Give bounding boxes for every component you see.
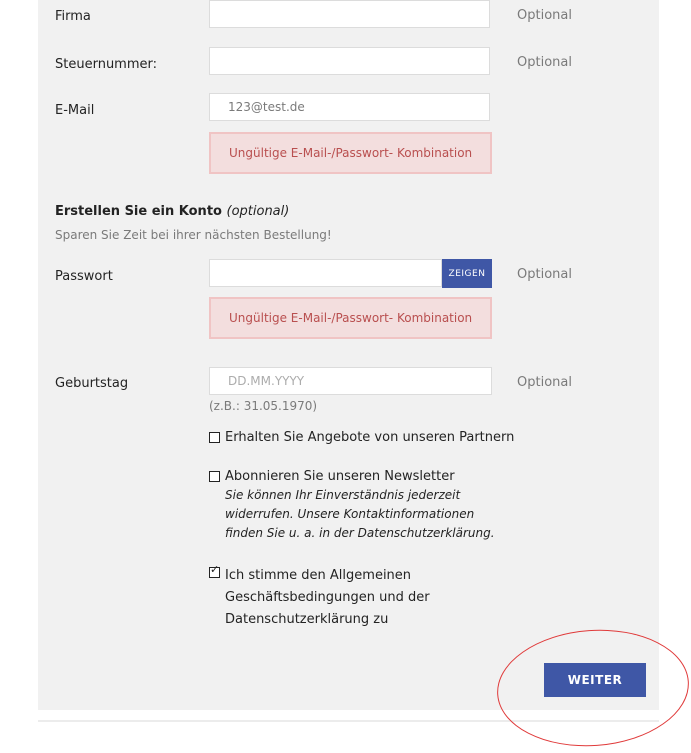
company-optional-hint: Optional <box>517 8 572 23</box>
terms-label-line: Geschäftsbedingungen und der <box>225 590 430 605</box>
password-label: Passwort <box>55 269 113 284</box>
birthday-label: Geburtstag <box>55 376 129 391</box>
tax-number-optional-hint: Optional <box>517 55 572 70</box>
show-password-button[interactable]: ZEIGEN <box>442 259 492 288</box>
continue-button[interactable]: WEITER <box>544 663 646 697</box>
tax-number-input[interactable] <box>209 47 490 75</box>
partner-offers-checkbox[interactable] <box>209 432 220 443</box>
terms-label <box>225 565 430 631</box>
newsletter-checkbox[interactable] <box>209 471 220 482</box>
terms-label-line: Datenschutzerklärung zu <box>225 612 389 627</box>
newsletter-label: Abonnieren Sie unseren Newsletter <box>225 469 455 484</box>
account-section-subtitle: Sparen Sie Zeit bei ihrer nächsten Bestellung! <box>55 228 332 242</box>
partner-offers-label: Erhalten Sie Angebote von unseren Partnern <box>225 430 515 445</box>
terms-checkbox[interactable] <box>209 563 220 578</box>
newsletter-note-line: finden Sie u. a. in der Datenschutzerklärung. <box>225 526 495 540</box>
checkmark-icon: ✓ <box>210 563 220 576</box>
birthday-optional-hint: Optional <box>517 375 572 390</box>
account-title-optional: (optional) <box>226 204 290 219</box>
company-input[interactable] <box>209 0 490 28</box>
password-error-alert: Ungültige E-Mail-/Passwort- Kombination <box>209 297 492 339</box>
newsletter-note-line: Sie können Ihr Einverständnis jederzeit <box>225 488 461 502</box>
password-input[interactable] <box>209 259 442 287</box>
newsletter-note <box>225 486 495 543</box>
company-label: Firma <box>55 9 91 24</box>
email-field[interactable] <box>209 93 490 121</box>
account-title-text: Erstellen Sie ein Konto <box>55 204 222 219</box>
terms-label-line: Ich stimme den Allgemeinen <box>225 568 412 583</box>
account-section-title <box>55 204 289 219</box>
birthday-input[interactable] <box>209 367 492 395</box>
email-label: E-Mail <box>55 103 95 118</box>
newsletter-note-line: widerrufen. Unsere Kontaktinformationen <box>225 507 475 521</box>
email-error-alert: Ungültige E-Mail-/Passwort- Kombination <box>209 132 492 174</box>
password-optional-hint: Optional <box>517 267 572 282</box>
birthday-format-hint: (z.B.: 31.05.1970) <box>209 399 318 413</box>
tax-number-label: Steuernummer: <box>55 57 158 72</box>
